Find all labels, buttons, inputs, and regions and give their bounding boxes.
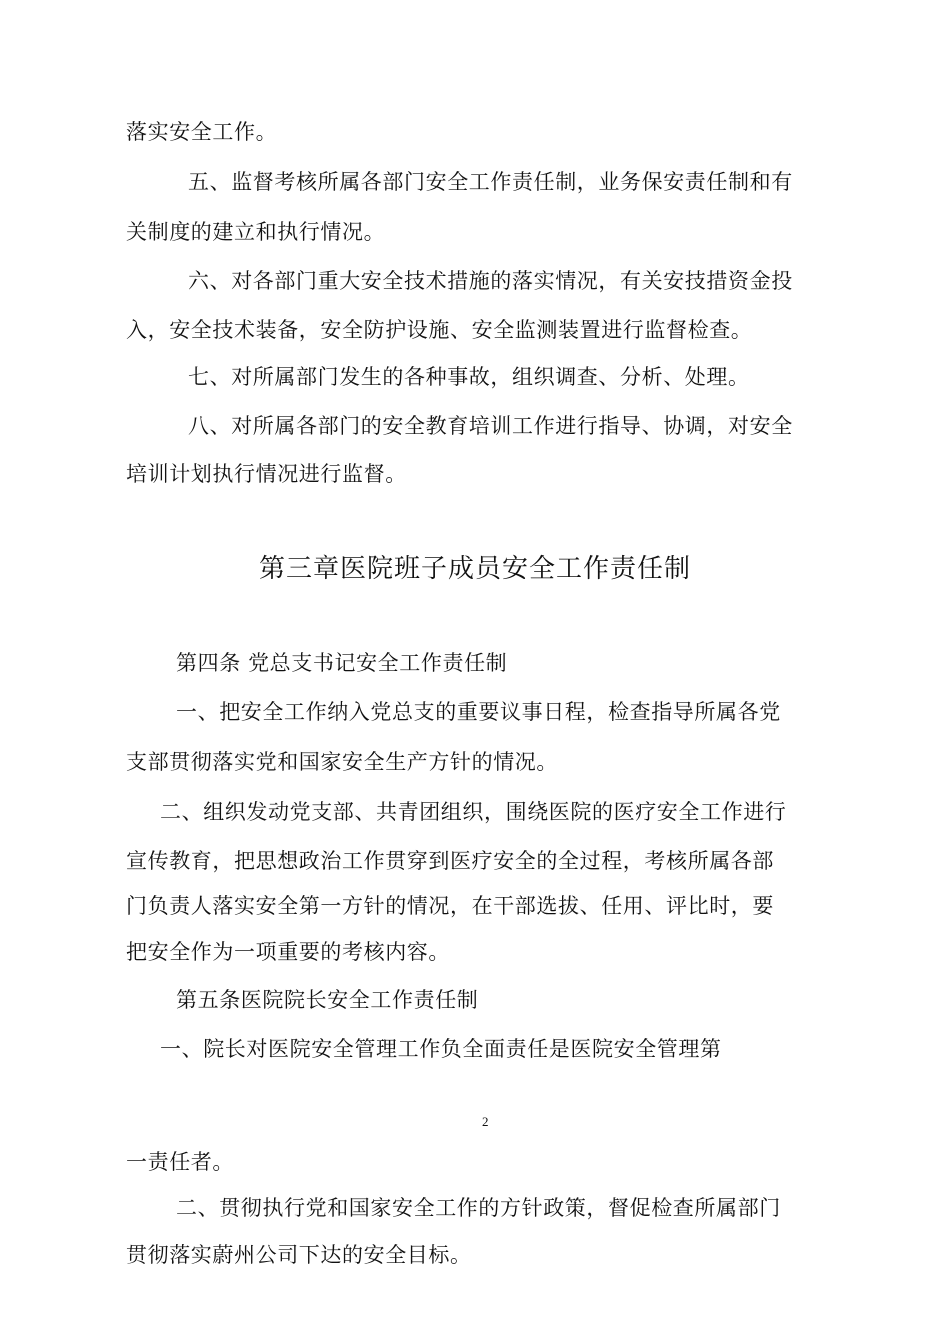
page-number: 2: [482, 1114, 489, 1129]
paragraph-line: 五、监督考核所属各部门安全工作责任制，业务保安责任制和有: [188, 170, 793, 194]
paragraph-line: 支部贯彻落实党和国家安全生产方针的情况。: [126, 750, 558, 774]
paragraph-line: 落实安全工作。: [126, 120, 278, 144]
article-heading: 第五条医院院长安全工作责任制: [176, 988, 479, 1012]
paragraph-line: 宣传教育，把思想政治工作贯穿到医疗安全的全过程，考核所属各部: [126, 849, 774, 873]
paragraph-line: 二、贯彻执行党和国家安全工作的方针政策，督促检查所属部门: [176, 1196, 781, 1220]
paragraph-line: 入，安全技术装备，安全防护设施、安全监测装置进行监督检查。: [126, 318, 753, 342]
paragraph-line: 培训计划执行情况进行监督。: [126, 462, 407, 486]
paragraph-line: 关制度的建立和执行情况。: [126, 220, 386, 244]
paragraph-line: 一、把安全工作纳入党总支的重要议事日程，检查指导所属各党: [176, 700, 781, 724]
paragraph-line: 一、院长对医院安全管理工作负全面责任是医院安全管理第: [160, 1037, 722, 1061]
paragraph-line: 一责任者。: [126, 1150, 234, 1174]
paragraph-line: 八、对所属各部门的安全教育培训工作进行指导、协调，对安全: [188, 414, 793, 438]
chapter-title: 第三章医院班子成员安全工作责任制: [259, 554, 692, 584]
paragraph-line: 把安全作为一项重要的考核内容。: [126, 940, 450, 964]
article-heading: 第四条 党总支书记安全工作责任制: [176, 651, 508, 675]
paragraph-line: 六、对各部门重大安全技术措施的落实情况，有关安技措资金投: [188, 269, 793, 293]
paragraph-line: 贯彻落实蔚州公司下达的安全目标。: [126, 1243, 472, 1267]
paragraph-line: 二、组织发动党支部、共青团组织，围绕医院的医疗安全工作进行: [160, 800, 787, 824]
paragraph-line: 门负责人落实安全第一方针的情况，在干部选拔、任用、评比时，要: [126, 894, 774, 918]
paragraph-line: 七、对所属部门发生的各种事故，组织调查、分析、处理。: [188, 365, 750, 389]
